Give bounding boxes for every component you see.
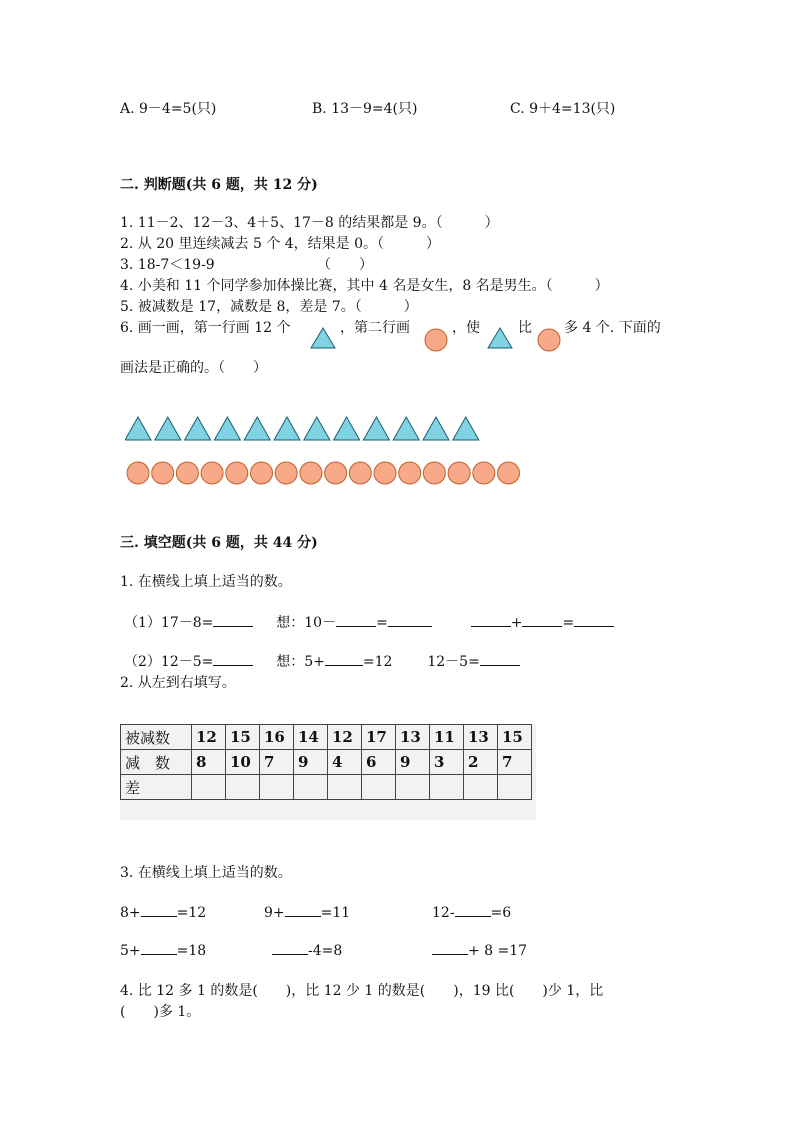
circle-icon [537,328,561,356]
triangle-shape [185,417,211,440]
subtrahend-cell: 8 [192,750,226,775]
judge-q5: 5. 被减数是 17，减数是 8，差是 7。（ ） [120,299,418,315]
circle-shape [498,462,520,484]
minuend-cell: 12 [192,725,226,750]
fill-q1-2: （2）12－5= 想：5+ =12 12－5= [124,651,520,671]
triangle-shape [304,417,330,440]
subtrahend-cell: 2 [464,750,498,775]
minuend-cell: 13 [396,725,430,750]
judge-q6-part5: 多 4 个. 下面的 [564,320,661,336]
option-a: A. 9－4=5(只) [120,101,217,117]
difference-answer-cell[interactable] [498,775,532,800]
answer-blank[interactable] [432,940,468,955]
subtrahend-cell: 9 [294,750,328,775]
subtrahend-cell: 6 [362,750,396,775]
section3-title: 三. 填空题(共 6 题，共 44 分) [120,535,318,551]
circle-shape [226,462,248,484]
difference-answer-cell[interactable] [260,775,294,800]
option-b: B. 13－9=4(只) [312,101,418,117]
judge-q4: 4. 小美和 11 个同学参加体操比赛，其中 4 名是女生，8 名是男生。（ ） [120,278,609,294]
circle-shape [251,462,273,484]
circle-shape [127,462,149,484]
fill-q2: 2. 从左到右填写。 [120,675,236,691]
answer-blank[interactable] [285,902,321,917]
minuend-cell: 16 [260,725,294,750]
difference-answer-cell[interactable] [294,775,328,800]
option-c: C. 9＋4=13(只) [510,101,616,117]
judge-q3: 3. 18-7＜19-9 [120,257,215,273]
circle-shape [448,462,470,484]
fill-q1-1: （1）17－8= 想：10－ = + = [124,612,614,632]
minuend-cell: 15 [498,725,532,750]
triangle-shape [334,417,360,440]
fill-q3: 3. 在横线上填上适当的数。 [120,865,292,881]
subtrahend-cell: 9 [396,750,430,775]
subtrahend-cell: 7 [260,750,294,775]
circle-shape [399,462,421,484]
judge-q6-part3: ，使 [452,320,480,336]
answer-blank[interactable] [455,902,491,917]
answer-blank[interactable] [336,612,376,627]
fill-q3-f: + 8 =17 [432,940,527,959]
triangle-shape [423,417,449,440]
minuend-cell: 15 [226,725,260,750]
table-row [121,725,532,750]
circle-shape [374,462,396,484]
difference-answer-cell[interactable] [192,775,226,800]
row-label: 减 数 [121,750,192,775]
answer-blank[interactable] [141,902,177,917]
answer-blank[interactable] [522,612,562,627]
triangle-icon [310,327,336,353]
circle-shape [152,462,174,484]
triangle-shape [125,417,151,440]
answer-blank[interactable] [272,940,308,955]
circle-shape [300,462,322,484]
subtrahend-cell: 4 [328,750,362,775]
triangle-shape [453,417,479,440]
row-label: 被减数 [121,725,192,750]
difference-answer-cell[interactable] [464,775,498,800]
row-label: 差 [121,775,192,800]
circle-icon [424,328,448,356]
circle-shape [473,462,495,484]
minuend-cell: 17 [362,725,396,750]
difference-answer-cell[interactable] [430,775,464,800]
subtrahend-cell: 7 [498,750,532,775]
minuend-cell: 11 [430,725,464,750]
answer-blank[interactable] [325,651,363,666]
subtrahend-cell: 3 [430,750,464,775]
circle-row [126,461,526,491]
triangle-icon [487,327,513,353]
minuend-cell: 13 [464,725,498,750]
circle-shape [349,462,371,484]
judge-q6-part1: 6. 画一画，第一行画 12 个 [120,320,291,336]
triangle-shape [214,417,240,440]
triangle-shape [393,417,419,440]
triangle-shape [363,417,389,440]
difference-answer-cell[interactable] [396,775,430,800]
judge-q1: 1. 11－2、12－3、4＋5、17－8 的结果都是 9。（ ） [120,215,499,231]
section2-title: 二. 判断题(共 6 题，共 12 分) [120,177,318,193]
judge-q3-paren: （ ） [317,257,373,273]
circle-shape [423,462,445,484]
difference-answer-cell[interactable] [362,775,396,800]
answer-blank[interactable] [574,612,614,627]
difference-answer-cell[interactable] [226,775,260,800]
circle-shape [201,462,223,484]
fill-q3-b: 9+ =11 [264,902,350,921]
judge-q2: 2. 从 20 里连续减去 5 个 4，结果是 0。（ ） [120,236,441,252]
fill-q4-line1: 4. 比 12 多 1 的数是( )，比 12 少 1 的数是( )，19 比( )少 1，比 [120,983,604,999]
answer-blank[interactable] [213,612,253,627]
table-row [121,750,532,775]
minuend-cell: 12 [328,725,362,750]
circle-shape [176,462,198,484]
triangle-shape [155,417,181,440]
answer-blank[interactable] [388,612,432,627]
fill-q1: 1. 在横线上填上适当的数。 [120,574,292,590]
triangle-shape [274,417,300,440]
judge-q6-part4: 比 [518,320,532,336]
fill-q3-c: 12- =6 [432,902,511,921]
subtraction-table [120,724,532,800]
difference-answer-cell[interactable] [328,775,362,800]
fill-q3-a: 8+ =12 [120,902,206,921]
triangle-shape [244,417,270,440]
subtrahend-cell: 10 [226,750,260,775]
answer-blank[interactable] [480,651,520,666]
circle-shape [325,462,347,484]
minuend-cell: 14 [294,725,328,750]
answer-blank[interactable] [141,940,177,955]
table-row [121,775,532,800]
triangle-row [125,416,485,446]
answer-blank[interactable] [471,612,511,627]
fill-q4-line2: ( )多 1。 [120,1004,201,1020]
answer-blank[interactable] [213,651,253,666]
circle-shape [275,462,297,484]
fill-q3-d: 5+ =18 [120,940,206,959]
judge-q6-continued: 画法是正确的。（ ） [120,360,267,376]
judge-q6-part2: ，第二行画 [340,320,410,336]
fill-q3-e: -4=8 [272,940,342,959]
